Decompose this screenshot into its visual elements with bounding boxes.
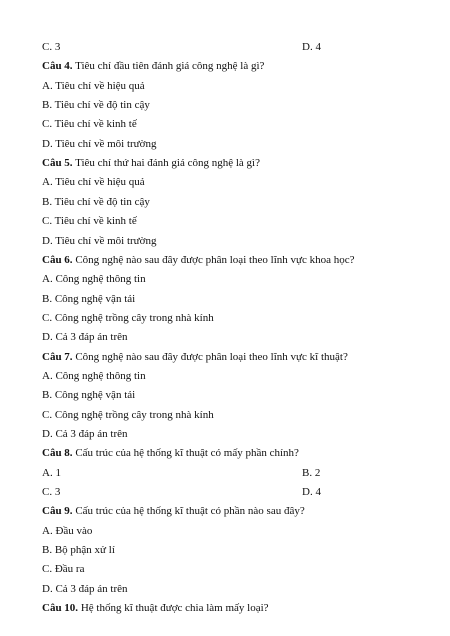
question-line — [42, 250, 422, 270]
answer-option: B. Tiêu chí về độ tin cậy — [42, 195, 150, 208]
question-line — [42, 153, 422, 173]
question-number: Câu 7. — [42, 350, 73, 363]
question-number: Câu 5. — [42, 157, 73, 170]
question-text: Tiêu chí đầu tiên đánh giá công nghệ là gì? — [72, 60, 265, 73]
answer-option: B. Tiêu chí về độ tin cậy — [42, 99, 150, 112]
answer-option: B. Công nghệ vận tải — [42, 292, 136, 305]
answer-option: C. 3 — [42, 41, 61, 53]
question-text: Cấu trúc của hệ thống kĩ thuật có mấy phần chính? — [72, 447, 299, 460]
question-number: Câu 4. — [42, 60, 73, 73]
question-text: Cấu trúc của hệ thống kĩ thuật có phần nào sau đây? — [72, 505, 305, 518]
answer-option: C. Công nghệ trồng cây trong nhà kính — [42, 311, 214, 324]
answer-pair-line — [42, 37, 422, 57]
answer-option: C. Tiêu chí về kinh tế — [42, 118, 137, 131]
answer-option: A. Công nghệ thông tin — [42, 273, 146, 286]
question-line — [42, 501, 422, 521]
answer-option: C. Công nghệ trồng cây trong nhà kính — [42, 408, 214, 421]
question-number: Câu 10. — [42, 602, 79, 615]
answer-option: C. Đầu ra — [42, 563, 85, 576]
question-line — [42, 443, 422, 463]
answer-option: A. 1 — [42, 466, 61, 479]
question-line — [42, 347, 422, 367]
question-number: Câu 8. — [42, 447, 73, 460]
answer-option: D. Cả 3 đáp án trên — [42, 331, 128, 344]
answer-pair-line — [42, 482, 422, 502]
question-number: Câu 6. — [42, 253, 73, 266]
answer-option: C. Tiêu chí về kinh tế — [42, 215, 137, 228]
question-text: Tiêu chí thứ hai đánh giá công nghệ là gì? — [72, 157, 260, 170]
answer-option: B. 2 — [302, 466, 321, 479]
question-text: Công nghệ nào sau đây được phân loại theo lĩnh vực khoa học? — [72, 253, 355, 266]
answer-option: B. Công nghệ vận tải — [42, 389, 136, 402]
question-line — [42, 598, 422, 618]
answer-option: B. Bộ phận xử lí — [42, 544, 115, 557]
answer-option: C. 3 — [42, 486, 61, 499]
answer-option: A. Tiêu chí về hiệu quả — [42, 79, 145, 92]
question-line — [42, 56, 422, 76]
question-number: Câu 9. — [42, 505, 73, 518]
answer-option: D. Tiêu chí về môi trường — [42, 137, 157, 150]
answer-option: A. Công nghệ thông tin — [42, 369, 146, 382]
answer-option: A. Đầu vào — [42, 524, 93, 537]
question-text: Hệ thống kĩ thuật được chia làm mấy loại? — [78, 602, 269, 615]
answer-option: A. Tiêu chí về hiệu quả — [42, 176, 145, 189]
answer-option: D. Cả 3 đáp án trên — [42, 428, 128, 440]
answer-option: D. Cả 3 đáp án trên — [42, 582, 128, 595]
answer-option: D. 4 — [302, 486, 321, 499]
answer-option: D. 4 — [302, 41, 321, 53]
answer-option: D. Tiêu chí về môi trường — [42, 234, 157, 247]
answer-pair-line — [42, 463, 422, 483]
question-text: Công nghệ nào sau đây được phân loại theo lĩnh vực kĩ thuật? — [72, 350, 348, 363]
